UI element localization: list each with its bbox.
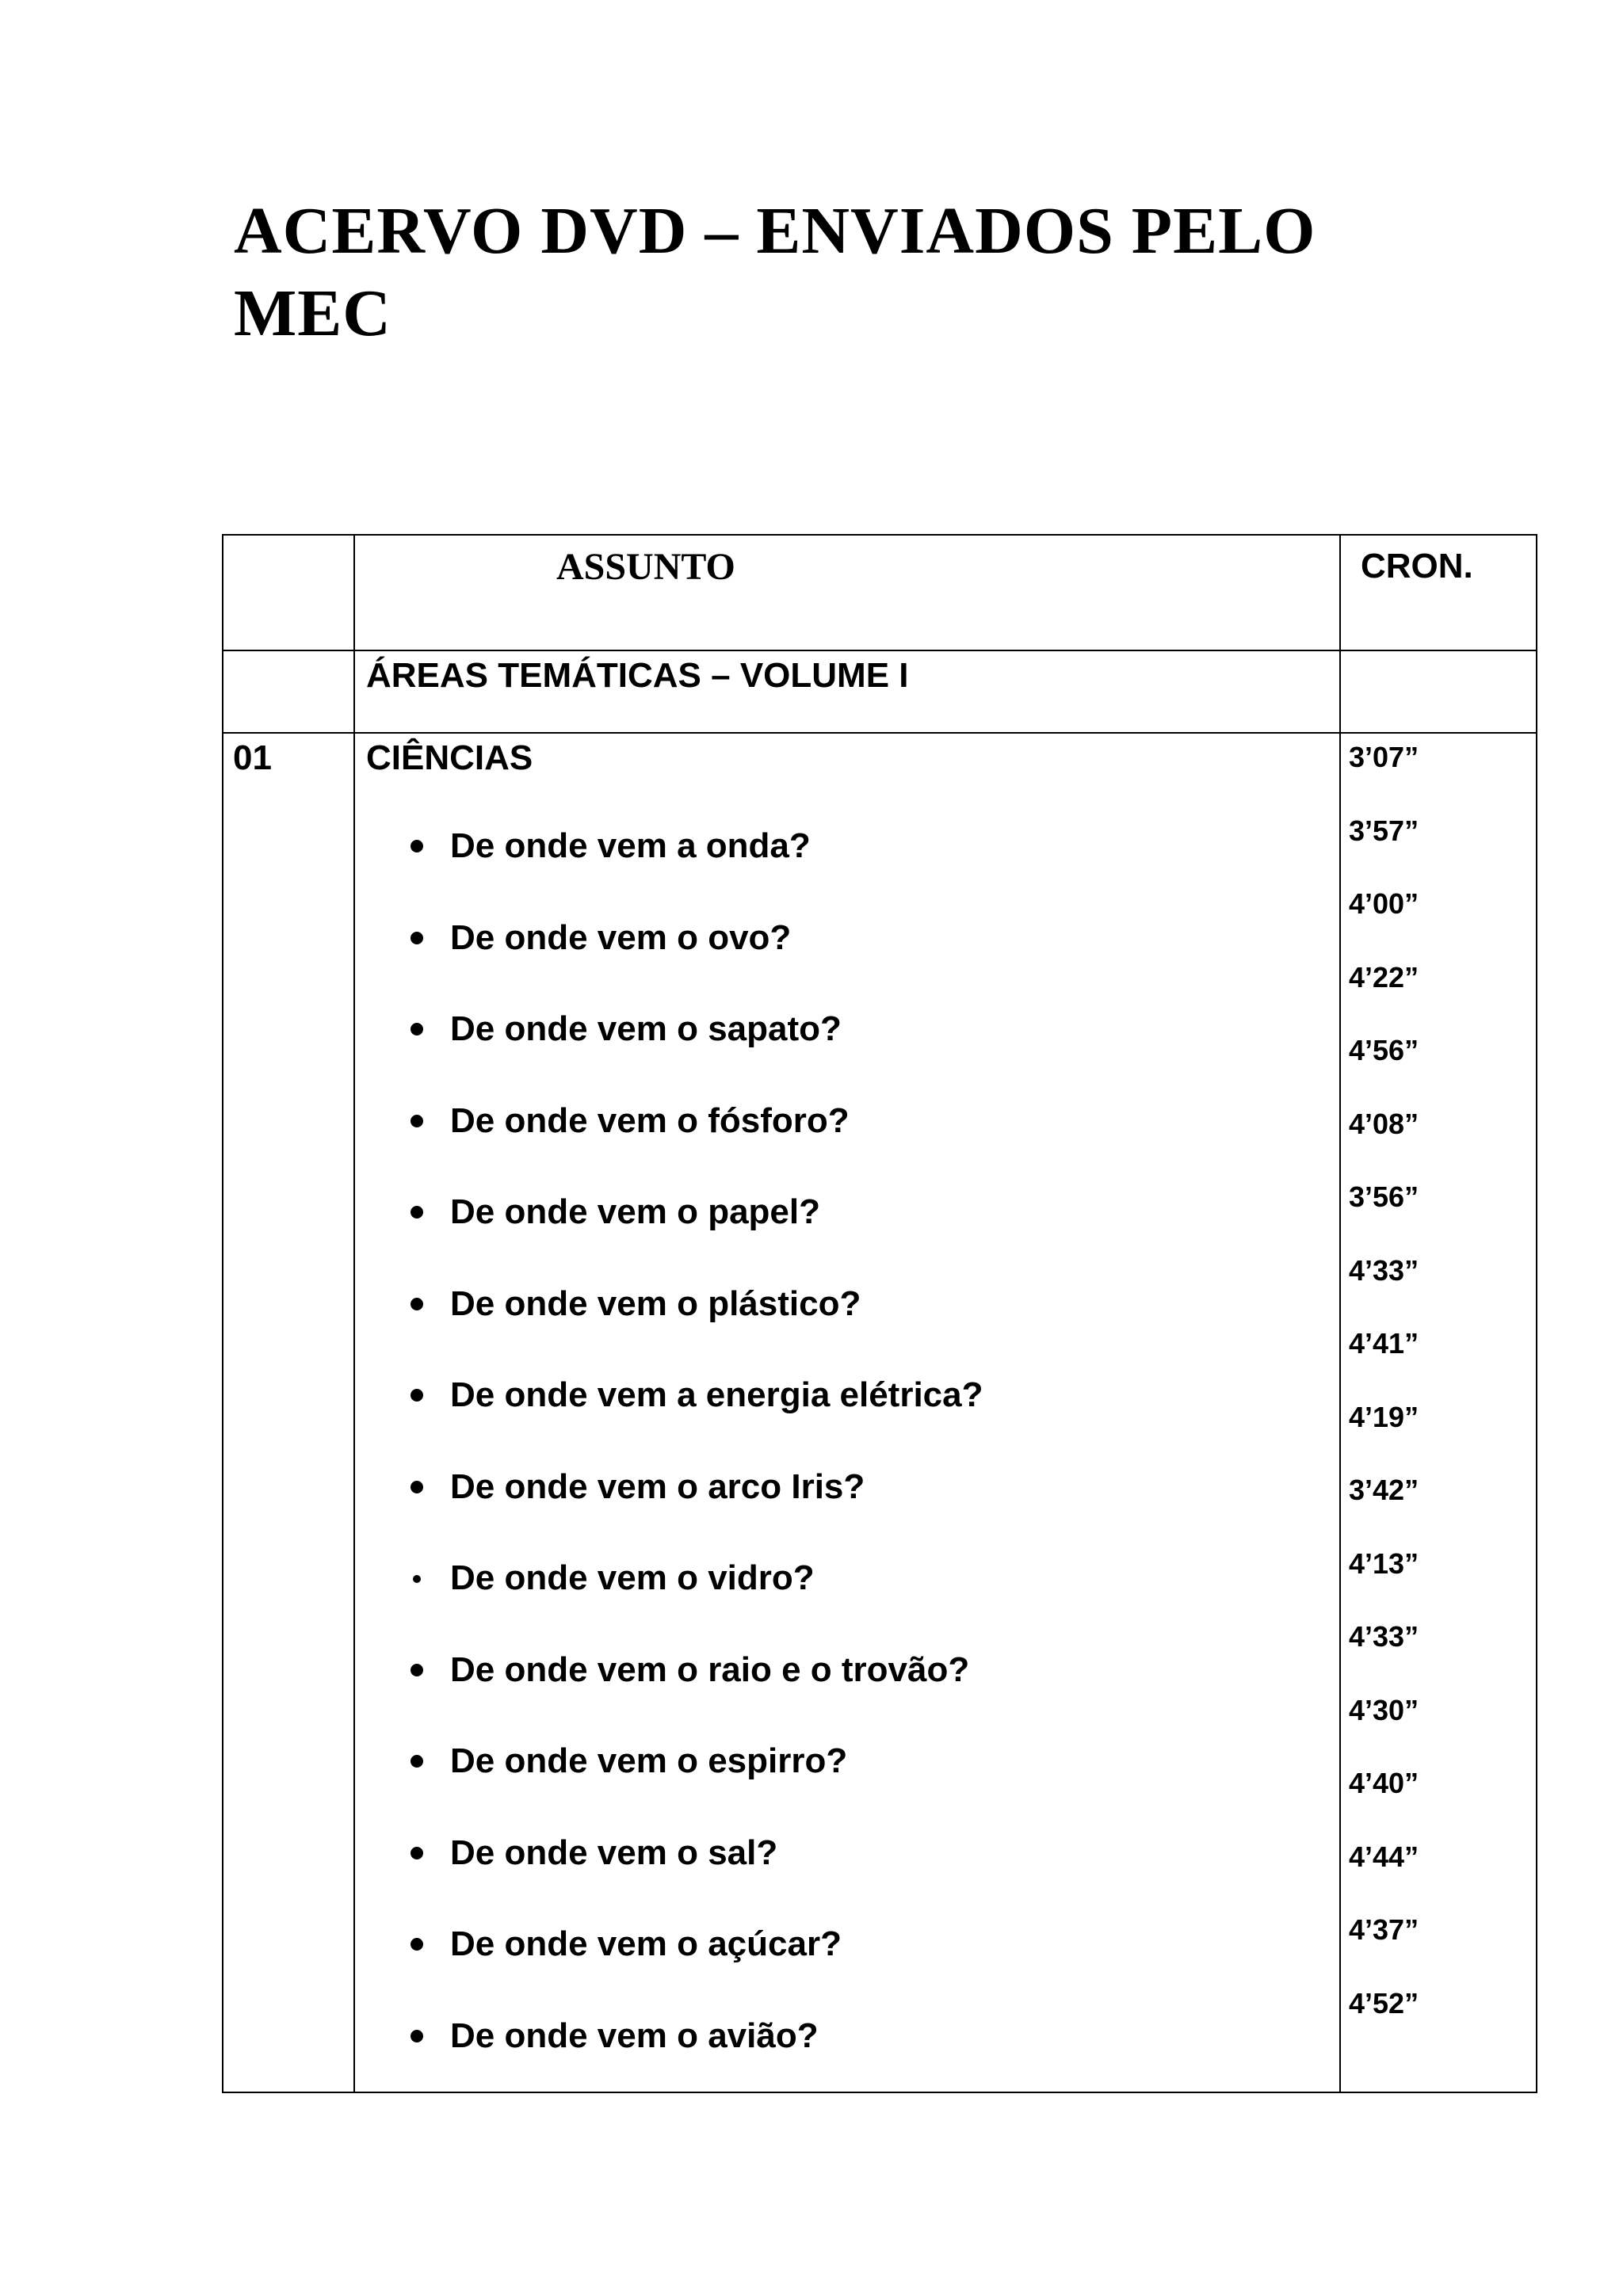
- bullet-icon: [411, 2030, 423, 2042]
- topic-label: De onde vem a onda?: [450, 826, 811, 865]
- bullet-icon: [411, 1938, 423, 1951]
- duration-value: 4’08”: [1349, 1107, 1419, 1140]
- header-subject: ASSUNTO: [556, 546, 735, 588]
- bullet-icon: [411, 840, 423, 852]
- duration-value: 4’37”: [1349, 1913, 1419, 1946]
- topic-label: De onde vem o plástico?: [450, 1283, 861, 1323]
- topic-label: De onde vem o papel?: [450, 1192, 820, 1231]
- topic-label: De onde vem o vidro?: [450, 1558, 815, 1597]
- bullet-icon: [411, 1755, 423, 1768]
- bullet-icon: [411, 1389, 423, 1402]
- duration-value: 4’19”: [1349, 1400, 1419, 1433]
- duration-value: 4’33”: [1349, 1620, 1419, 1653]
- column-divider-number: [353, 536, 355, 2092]
- duration-value: 4’44”: [1349, 1840, 1419, 1873]
- bullet-icon: [411, 1664, 423, 1676]
- bullet-icon: [411, 1481, 423, 1493]
- topic-label: De onde vem a energia elétrica?: [450, 1375, 983, 1414]
- duration-value: 4’56”: [1349, 1034, 1419, 1066]
- duration-value: 4’22”: [1349, 960, 1419, 994]
- bullet-icon: [411, 1847, 423, 1859]
- topic-label: De onde vem o espirro?: [450, 1741, 848, 1780]
- topic-label: De onde vem o sapato?: [450, 1009, 842, 1048]
- duration-list: [1349, 740, 1419, 2059]
- row-divider-header: [223, 650, 1536, 651]
- volume-label: ÁREAS TEMÁTICAS – VOLUME I: [366, 656, 909, 695]
- duration-value: 4’00”: [1349, 887, 1419, 920]
- duration-value: 4’33”: [1349, 1253, 1419, 1287]
- section-category: CIÊNCIAS: [366, 738, 533, 777]
- duration-value: 3’56”: [1349, 1180, 1419, 1213]
- bullet-icon: [411, 932, 423, 944]
- duration-value: 4’40”: [1349, 1767, 1419, 1799]
- bullet-icon: [411, 1023, 423, 1035]
- bullet-icon: [411, 1115, 423, 1127]
- topic-label: De onde vem o arco Iris?: [450, 1466, 865, 1506]
- topic-label: De onde vem o ovo?: [450, 917, 792, 957]
- bullet-icon: [411, 1206, 423, 1219]
- section-number: 01: [233, 738, 272, 777]
- duration-value: 4’13”: [1349, 1547, 1419, 1580]
- bullet-icon: [411, 1298, 423, 1310]
- duration-value: 3’57”: [1349, 814, 1419, 847]
- topic-label: De onde vem o sal?: [450, 1833, 778, 1872]
- header-duration: CRON.: [1361, 547, 1473, 585]
- topic-label: De onde vem o açúcar?: [450, 1924, 842, 1963]
- bullet-icon: [413, 1575, 421, 1583]
- duration-value: 3’42”: [1349, 1474, 1419, 1506]
- row-divider-volume: [223, 732, 1536, 734]
- topic-label: De onde vem o fósforo?: [450, 1100, 850, 1140]
- topic-label: De onde vem o avião?: [450, 2016, 819, 2055]
- dvd-catalog-table: [222, 534, 1537, 2093]
- topic-label: De onde vem o raio e o trovão?: [450, 1650, 970, 1689]
- page-title: ACERVO DVD – ENVIADOS PELO MEC: [234, 194, 1316, 350]
- duration-value: 4’52”: [1349, 1986, 1419, 2019]
- duration-value: 4’30”: [1349, 1693, 1419, 1726]
- column-divider-duration: [1339, 536, 1341, 2092]
- duration-value: 4’41”: [1349, 1327, 1419, 1360]
- duration-value: 3’07”: [1349, 741, 1419, 773]
